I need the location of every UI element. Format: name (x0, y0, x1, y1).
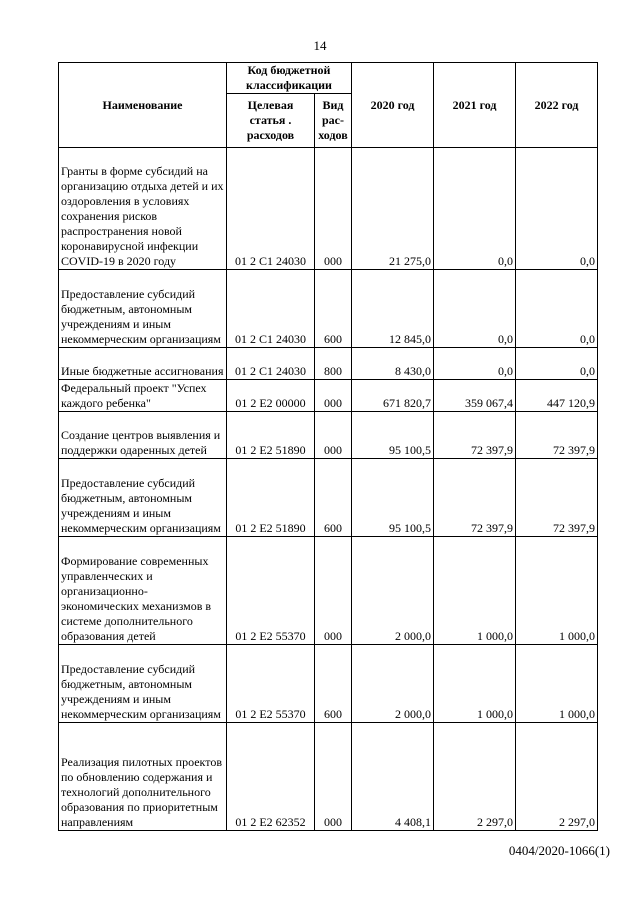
table-row (59, 380, 598, 412)
table-row (59, 348, 598, 380)
row-target-article: 01 2 С1 24030 (227, 348, 315, 380)
col-header-code-group: Код бюджетной классификации (227, 63, 352, 94)
row-expense-type: 800 (315, 348, 352, 380)
row-2020: 8 430,0 (352, 348, 434, 380)
table-row (59, 412, 598, 459)
row-target-article: 01 2 E2 55370 (227, 645, 315, 723)
table-row (59, 645, 598, 723)
row-2020: 12 845,0 (352, 270, 434, 348)
row-name: Формирование современных управленческих и организационно-экономических механизмов в системе дополнительного образования детей (59, 537, 227, 645)
row-name: Предоставление субсидий бюджетным, автономным учреждениям и иным некоммерческим организациям (59, 459, 227, 537)
table-row (59, 270, 598, 348)
table-row (59, 723, 598, 831)
row-target-article: 01 2 E2 00000 (227, 380, 315, 412)
row-2021: 0,0 (434, 270, 516, 348)
row-expense-type: 600 (315, 459, 352, 537)
row-target-article: 01 2 E2 55370 (227, 537, 315, 645)
row-name: Иные бюджетные ассигнования (59, 348, 227, 380)
col-header-2021: 2021 год (434, 63, 516, 148)
row-expense-type: 000 (315, 412, 352, 459)
row-target-article: 01 2 С1 24030 (227, 270, 315, 348)
row-name: Предоставление субсидий бюджетным, автономным учреждениям и иным некоммерческим организациям (59, 270, 227, 348)
row-2021: 0,0 (434, 348, 516, 380)
row-target-article: 01 2 E2 62352 (227, 723, 315, 831)
row-2021: 1 000,0 (434, 645, 516, 723)
row-2021: 2 297,0 (434, 723, 516, 831)
document-code: 0404/2020-1066(1) (508, 843, 610, 858)
row-name: Предоставление субсидий бюджетным, автономным учреждениям и иным некоммерческим организациям (59, 645, 227, 723)
col-header-name: Наименование (59, 63, 227, 148)
row-target-article: 01 2 E2 51890 (227, 412, 315, 459)
page-number: 14 (313, 38, 327, 53)
row-target-article: 01 2 С1 24030 (227, 148, 315, 270)
table-row (59, 537, 598, 645)
row-2022: 447 120,9 (516, 380, 598, 412)
row-2022: 0,0 (516, 270, 598, 348)
row-2020: 2 000,0 (352, 645, 434, 723)
col-header-2020: 2020 год (352, 63, 434, 148)
row-target-article: 01 2 E2 51890 (227, 459, 315, 537)
row-2021: 0,0 (434, 148, 516, 270)
row-expense-type: 000 (315, 148, 352, 270)
table-row (59, 148, 598, 270)
row-expense-type: 000 (315, 537, 352, 645)
row-name: Реализация пилотных проектов по обновлению содержания и технологий дополнительного образования по приоритетным направлениям (59, 723, 227, 831)
row-2020: 2 000,0 (352, 537, 434, 645)
row-name: Гранты в форме субсидий на организацию отдыха детей и их оздоровления в условиях сохранения рисков распространения новой коронавирусной инфекции COVID-19 в 2020 году (59, 148, 227, 270)
row-expense-type: 000 (315, 380, 352, 412)
row-expense-type: 600 (315, 270, 352, 348)
row-2020: 4 408,1 (352, 723, 434, 831)
row-2021: 72 397,9 (434, 412, 516, 459)
row-2022: 0,0 (516, 348, 598, 380)
row-expense-type: 000 (315, 723, 352, 831)
row-2022: 2 297,0 (516, 723, 598, 831)
row-2022: 72 397,9 (516, 412, 598, 459)
col-header-expense-type: Вид рас-ходов (315, 94, 352, 148)
budget-table (58, 62, 598, 831)
row-2021: 359 067,4 (434, 380, 516, 412)
row-2020: 21 275,0 (352, 148, 434, 270)
col-header-target-article: Целевая статья . расходов (227, 94, 315, 148)
row-2020: 95 100,5 (352, 412, 434, 459)
row-name: Создание центров выявления и поддержки одаренных детей (59, 412, 227, 459)
row-2022: 1 000,0 (516, 537, 598, 645)
table-row (59, 459, 598, 537)
row-name: Федеральный проект "Успех каждого ребенка" (59, 380, 227, 412)
row-2022: 1 000,0 (516, 645, 598, 723)
row-2020: 95 100,5 (352, 459, 434, 537)
row-2020: 671 820,7 (352, 380, 434, 412)
row-2021: 1 000,0 (434, 537, 516, 645)
row-2021: 72 397,9 (434, 459, 516, 537)
row-2022: 0,0 (516, 148, 598, 270)
row-expense-type: 600 (315, 645, 352, 723)
col-header-2022: 2022 год (516, 63, 598, 148)
row-2022: 72 397,9 (516, 459, 598, 537)
